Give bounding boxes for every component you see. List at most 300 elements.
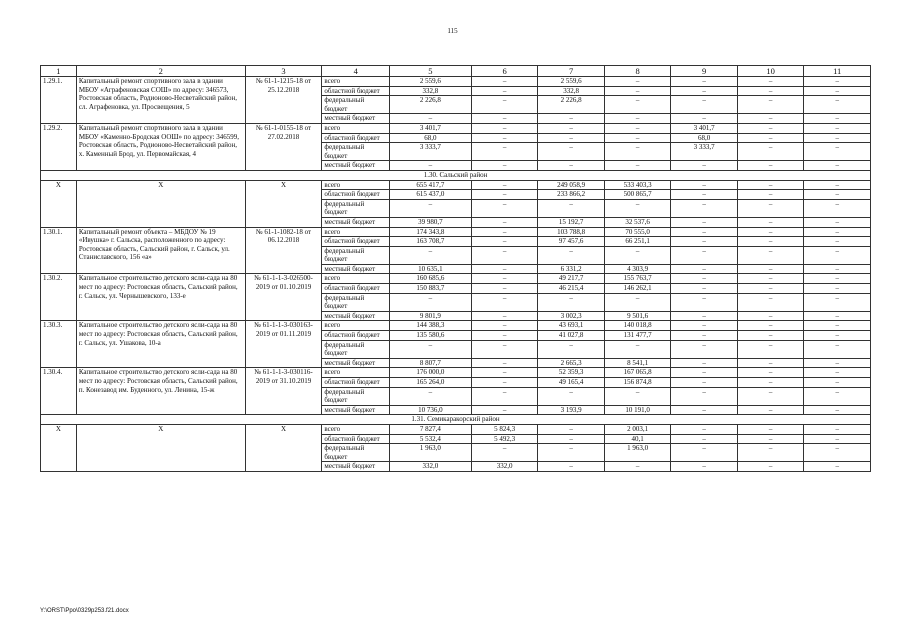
amount-cell: 32 537,6 xyxy=(604,217,671,227)
table-body xyxy=(41,66,871,472)
amount-cell: 150 883,7 xyxy=(389,284,471,294)
file-path-footer: Y:\ORST\Ppo\0329p253.f21.docx xyxy=(40,608,129,614)
amount-cell: 2 226,8 xyxy=(538,96,605,114)
budget-type: всего xyxy=(322,321,390,331)
table-row xyxy=(41,180,871,190)
amount-cell: – xyxy=(737,123,804,133)
amount-cell: – xyxy=(538,123,605,133)
amount-cell: – xyxy=(737,227,804,237)
amount-cell: – xyxy=(737,462,804,472)
amount-cell: – xyxy=(737,274,804,284)
amount-cell: 155 763,7 xyxy=(604,274,671,284)
amount-cell: – xyxy=(389,293,471,311)
amount-cell: – xyxy=(671,246,738,264)
amount-cell: – xyxy=(389,161,471,171)
item-name: Капитальное строительство детского ясли-сада на 80 мест по адресу: Ростовская область, Сальский район, п. Конезавод им. Буденного, ул. Ленина, 15-ж xyxy=(76,368,245,415)
item-number: 1.30.3. xyxy=(41,321,77,368)
item-number: Х xyxy=(41,424,77,471)
amount-cell: – xyxy=(804,123,871,133)
amount-cell: 3 401,7 xyxy=(389,123,471,133)
budget-type: всего xyxy=(322,274,390,284)
amount-cell: – xyxy=(804,77,871,87)
amount-cell: – xyxy=(737,378,804,388)
amount-cell: – xyxy=(604,143,671,161)
amount-cell: – xyxy=(804,378,871,388)
amount-cell: – xyxy=(671,217,738,227)
amount-cell: 163 708,7 xyxy=(389,237,471,247)
budget-type: федеральный бюджет xyxy=(322,246,390,264)
amount-cell: – xyxy=(804,86,871,96)
amount-cell: – xyxy=(471,96,538,114)
amount-cell: 9 801,9 xyxy=(389,311,471,321)
item-number: Х xyxy=(41,180,77,227)
table-row xyxy=(41,424,871,434)
amount-cell: 332,0 xyxy=(389,462,471,472)
header-cell: 7 xyxy=(538,66,605,77)
amount-cell: 615 437,0 xyxy=(389,190,471,200)
amount-cell: – xyxy=(604,96,671,114)
investment-table xyxy=(40,65,871,472)
amount-cell: 140 018,8 xyxy=(604,321,671,331)
header-cell: 9 xyxy=(671,66,738,77)
amount-cell: 40,1 xyxy=(604,434,671,444)
amount-cell: – xyxy=(671,77,738,87)
amount-cell: – xyxy=(471,444,538,462)
amount-cell: – xyxy=(538,199,605,217)
amount-cell: – xyxy=(671,387,738,405)
budget-type: областной бюджет xyxy=(322,190,390,200)
amount-cell: 174 343,8 xyxy=(389,227,471,237)
section-row xyxy=(41,415,871,425)
budget-type: областной бюджет xyxy=(322,284,390,294)
amount-cell: – xyxy=(671,237,738,247)
amount-cell: 8 541,1 xyxy=(604,358,671,368)
item-name: Капитальный ремонт объекта – МБДОУ № 19 «Ивушка» г. Сальска, расположенного по адресу: Ростовская область, Сальский район, г. Сальск, ул. Станиславского, 156 «а» xyxy=(76,227,245,274)
amount-cell: – xyxy=(471,311,538,321)
amount-cell: – xyxy=(671,340,738,358)
amount-cell: – xyxy=(737,358,804,368)
amount-cell: 3 401,7 xyxy=(671,123,738,133)
amount-cell: – xyxy=(737,264,804,274)
amount-cell: – xyxy=(804,293,871,311)
header-row xyxy=(41,66,871,77)
amount-cell: 7 827,4 xyxy=(389,424,471,434)
amount-cell: – xyxy=(804,284,871,294)
amount-cell: – xyxy=(671,405,738,415)
budget-type: всего xyxy=(322,77,390,87)
amount-cell: – xyxy=(538,462,605,472)
amount-cell: – xyxy=(671,311,738,321)
header-cell: 11 xyxy=(804,66,871,77)
amount-cell: – xyxy=(804,264,871,274)
budget-type: всего xyxy=(322,424,390,434)
amount-cell: 97 457,6 xyxy=(538,237,605,247)
amount-cell: 10 191,0 xyxy=(604,405,671,415)
header-cell: 6 xyxy=(471,66,538,77)
amount-cell: – xyxy=(389,340,471,358)
amount-cell: 49 165,4 xyxy=(538,378,605,388)
amount-cell: – xyxy=(538,114,605,124)
amount-cell: – xyxy=(671,227,738,237)
header-cell: 2 xyxy=(76,66,245,77)
budget-type: всего xyxy=(322,123,390,133)
amount-cell: – xyxy=(471,321,538,331)
amount-cell: 6 331,2 xyxy=(538,264,605,274)
amount-cell: – xyxy=(804,340,871,358)
item-document: № 61-1-1-3-030163-2019 от 01.11.2019 xyxy=(245,321,322,368)
amount-cell: – xyxy=(737,199,804,217)
amount-cell: – xyxy=(604,462,671,472)
amount-cell: – xyxy=(471,387,538,405)
amount-cell: – xyxy=(471,378,538,388)
amount-cell: 165 264,0 xyxy=(389,378,471,388)
amount-cell: – xyxy=(804,358,871,368)
amount-cell: – xyxy=(804,237,871,247)
amount-cell: – xyxy=(804,321,871,331)
amount-cell: – xyxy=(671,114,738,124)
amount-cell: 5 824,3 xyxy=(471,424,538,434)
amount-cell: – xyxy=(737,180,804,190)
amount-cell: – xyxy=(737,444,804,462)
section-title: 1.31. Семикаракорский район xyxy=(41,415,871,425)
amount-cell: – xyxy=(737,293,804,311)
amount-cell: 3 002,3 xyxy=(538,311,605,321)
amount-cell: – xyxy=(737,143,804,161)
amount-cell: – xyxy=(538,143,605,161)
amount-cell: – xyxy=(471,237,538,247)
amount-cell: 68,0 xyxy=(671,133,738,143)
amount-cell: – xyxy=(804,387,871,405)
amount-cell: 332,0 xyxy=(471,462,538,472)
investment-table-container xyxy=(40,65,871,472)
header-cell: 8 xyxy=(604,66,671,77)
amount-cell: – xyxy=(737,321,804,331)
amount-cell: – xyxy=(471,293,538,311)
amount-cell: – xyxy=(604,86,671,96)
amount-cell: – xyxy=(804,311,871,321)
budget-type: федеральный бюджет xyxy=(322,444,390,462)
amount-cell: 70 555,0 xyxy=(604,227,671,237)
amount-cell: 10 736,0 xyxy=(389,405,471,415)
amount-cell: – xyxy=(389,114,471,124)
amount-cell: 41 027,8 xyxy=(538,331,605,341)
amount-cell: 131 477,7 xyxy=(604,331,671,341)
amount-cell: – xyxy=(804,133,871,143)
amount-cell: – xyxy=(804,405,871,415)
table-row xyxy=(41,123,871,133)
amount-cell: – xyxy=(538,293,605,311)
amount-cell: – xyxy=(671,264,738,274)
amount-cell: – xyxy=(671,284,738,294)
amount-cell: – xyxy=(737,237,804,247)
item-number: 1.29.2. xyxy=(41,123,77,170)
amount-cell: – xyxy=(471,123,538,133)
budget-type: федеральный бюджет xyxy=(322,199,390,217)
amount-cell: 39 980,7 xyxy=(389,217,471,227)
amount-cell: – xyxy=(671,378,738,388)
amount-cell: – xyxy=(471,180,538,190)
amount-cell: – xyxy=(737,77,804,87)
amount-cell: – xyxy=(538,444,605,462)
amount-cell: – xyxy=(471,274,538,284)
amount-cell: 2 559,6 xyxy=(538,77,605,87)
amount-cell: – xyxy=(804,227,871,237)
amount-cell: 160 685,6 xyxy=(389,274,471,284)
amount-cell: – xyxy=(804,424,871,434)
amount-cell: – xyxy=(389,387,471,405)
item-document: Х xyxy=(245,424,322,471)
amount-cell: 52 359,3 xyxy=(538,368,605,378)
amount-cell: – xyxy=(737,311,804,321)
amount-cell: – xyxy=(471,143,538,161)
item-number: 1.30.2. xyxy=(41,274,77,321)
amount-cell: – xyxy=(804,434,871,444)
amount-cell: – xyxy=(804,331,871,341)
amount-cell: – xyxy=(671,462,738,472)
amount-cell: – xyxy=(471,77,538,87)
amount-cell: – xyxy=(604,387,671,405)
item-number: 1.30.4. xyxy=(41,368,77,415)
budget-type: местный бюджет xyxy=(322,462,390,472)
amount-cell: – xyxy=(804,274,871,284)
budget-type: местный бюджет xyxy=(322,358,390,368)
amount-cell: – xyxy=(538,161,605,171)
budget-type: федеральный бюджет xyxy=(322,340,390,358)
amount-cell: – xyxy=(471,246,538,264)
item-name: Капитальный ремонт спортивного зала в здании МБОУ «Аграфеновская СОШ» по адресу: 346573, Ростовская область, Родионово-Несветайский район, сл. Аграфеновка, ул. Просвещения, 5 xyxy=(76,77,245,124)
amount-cell: – xyxy=(737,405,804,415)
amount-cell: – xyxy=(538,424,605,434)
table-row xyxy=(41,77,871,87)
amount-cell: 176 000,0 xyxy=(389,368,471,378)
amount-cell: – xyxy=(737,387,804,405)
amount-cell: 2 559,6 xyxy=(389,77,471,87)
amount-cell: – xyxy=(471,284,538,294)
amount-cell: – xyxy=(737,190,804,200)
page-number: 115 xyxy=(447,27,458,35)
amount-cell: – xyxy=(538,434,605,444)
amount-cell: – xyxy=(671,368,738,378)
table-row xyxy=(41,368,871,378)
table-row xyxy=(41,321,871,331)
item-name: Х xyxy=(76,424,245,471)
amount-cell: – xyxy=(804,143,871,161)
amount-cell: – xyxy=(671,199,738,217)
amount-cell: – xyxy=(671,161,738,171)
budget-type: местный бюджет xyxy=(322,161,390,171)
amount-cell: 167 065,8 xyxy=(604,368,671,378)
budget-type: федеральный бюджет xyxy=(322,143,390,161)
amount-cell: – xyxy=(671,180,738,190)
budget-type: федеральный бюджет xyxy=(322,96,390,114)
amount-cell: – xyxy=(604,293,671,311)
amount-cell: – xyxy=(604,161,671,171)
header-cell: 5 xyxy=(389,66,471,77)
budget-type: местный бюджет xyxy=(322,114,390,124)
amount-cell: – xyxy=(604,77,671,87)
amount-cell: – xyxy=(804,161,871,171)
amount-cell: 2 226,8 xyxy=(389,96,471,114)
amount-cell: 5 492,3 xyxy=(471,434,538,444)
section-title: 1.30. Сальский район xyxy=(41,170,871,180)
amount-cell: – xyxy=(671,424,738,434)
amount-cell: – xyxy=(737,133,804,143)
amount-cell: – xyxy=(471,405,538,415)
amount-cell: – xyxy=(671,358,738,368)
amount-cell: – xyxy=(671,190,738,200)
amount-cell: 332,8 xyxy=(389,86,471,96)
budget-type: всего xyxy=(322,180,390,190)
header-cell: 3 xyxy=(245,66,322,77)
item-name: Х xyxy=(76,180,245,227)
amount-cell: 332,8 xyxy=(538,86,605,96)
amount-cell: – xyxy=(804,96,871,114)
amount-cell: – xyxy=(471,331,538,341)
amount-cell: 8 807,7 xyxy=(389,358,471,368)
budget-type: местный бюджет xyxy=(322,311,390,321)
budget-type: областной бюджет xyxy=(322,237,390,247)
amount-cell: 68,0 xyxy=(389,133,471,143)
amount-cell: 15 192,7 xyxy=(538,217,605,227)
amount-cell: 156 874,8 xyxy=(604,378,671,388)
amount-cell: – xyxy=(737,96,804,114)
budget-type: местный бюджет xyxy=(322,264,390,274)
amount-cell: 1 963,0 xyxy=(604,444,671,462)
amount-cell: – xyxy=(737,114,804,124)
amount-cell: – xyxy=(737,368,804,378)
amount-cell: – xyxy=(804,190,871,200)
amount-cell: 144 388,3 xyxy=(389,321,471,331)
amount-cell: – xyxy=(671,293,738,311)
amount-cell: 9 501,6 xyxy=(604,311,671,321)
amount-cell: – xyxy=(671,96,738,114)
budget-type: всего xyxy=(322,227,390,237)
amount-cell: – xyxy=(538,133,605,143)
header-cell: 1 xyxy=(41,66,77,77)
header-cell: 4 xyxy=(322,66,390,77)
amount-cell: – xyxy=(471,114,538,124)
amount-cell: 4 303,9 xyxy=(604,264,671,274)
amount-cell: 2 665,3 xyxy=(538,358,605,368)
amount-cell: 533 403,3 xyxy=(604,180,671,190)
amount-cell: 10 635,1 xyxy=(389,264,471,274)
item-name: Капитальное строительство детского ясли-сада на 80 мест по адресу: Ростовская область, Сальский район, г. Сальск, ул. Чернышевского, 133-е xyxy=(76,274,245,321)
amount-cell: 66 251,1 xyxy=(604,237,671,247)
amount-cell: – xyxy=(737,284,804,294)
amount-cell: – xyxy=(471,199,538,217)
budget-type: областной бюджет xyxy=(322,86,390,96)
item-document: Х xyxy=(245,180,322,227)
budget-type: всего xyxy=(322,368,390,378)
amount-cell: – xyxy=(804,444,871,462)
budget-type: областной бюджет xyxy=(322,133,390,143)
amount-cell: – xyxy=(737,217,804,227)
amount-cell: – xyxy=(604,340,671,358)
amount-cell: 3 193,9 xyxy=(538,405,605,415)
amount-cell: – xyxy=(538,340,605,358)
item-document: № 61-1-1215-18 от 25.12.2018 xyxy=(245,77,322,124)
amount-cell: – xyxy=(671,274,738,284)
amount-cell: 1 963,0 xyxy=(389,444,471,462)
header-cell: 10 xyxy=(737,66,804,77)
amount-cell: 655 417,7 xyxy=(389,180,471,190)
table-row xyxy=(41,274,871,284)
amount-cell: – xyxy=(604,246,671,264)
amount-cell: 46 215,4 xyxy=(538,284,605,294)
amount-cell: – xyxy=(471,368,538,378)
amount-cell: – xyxy=(671,434,738,444)
amount-cell: – xyxy=(804,114,871,124)
amount-cell: – xyxy=(471,190,538,200)
amount-cell: – xyxy=(737,246,804,264)
amount-cell: – xyxy=(737,340,804,358)
amount-cell: – xyxy=(671,86,738,96)
budget-type: областной бюджет xyxy=(322,331,390,341)
amount-cell: – xyxy=(737,434,804,444)
amount-cell: – xyxy=(471,86,538,96)
amount-cell: – xyxy=(737,331,804,341)
amount-cell: – xyxy=(804,217,871,227)
item-number: 1.29.1. xyxy=(41,77,77,124)
item-document: № 61-1-0155-18 от 27.02.2018 xyxy=(245,123,322,170)
amount-cell: – xyxy=(804,462,871,472)
amount-cell: 103 788,8 xyxy=(538,227,605,237)
amount-cell: – xyxy=(604,123,671,133)
amount-cell: – xyxy=(804,199,871,217)
amount-cell: 2 003,1 xyxy=(604,424,671,434)
section-row xyxy=(41,170,871,180)
amount-cell: – xyxy=(737,424,804,434)
amount-cell: 146 262,1 xyxy=(604,284,671,294)
amount-cell: – xyxy=(538,387,605,405)
amount-cell: – xyxy=(671,331,738,341)
amount-cell: 233 866,2 xyxy=(538,190,605,200)
amount-cell: – xyxy=(471,217,538,227)
budget-type: областной бюджет xyxy=(322,434,390,444)
amount-cell: 500 865,7 xyxy=(604,190,671,200)
budget-type: областной бюджет xyxy=(322,378,390,388)
amount-cell: – xyxy=(471,133,538,143)
amount-cell: – xyxy=(604,133,671,143)
amount-cell: – xyxy=(471,227,538,237)
amount-cell: 135 580,6 xyxy=(389,331,471,341)
amount-cell: 43 693,1 xyxy=(538,321,605,331)
item-name: Капитальный ремонт спортивного зала в здании МБОУ «Каменно-Бродская ООШ» по адресу: 346599, Ростовская область, Родионово-Несветайский район, х. Каменный Брод, ул. Первомайская, 4 xyxy=(76,123,245,170)
amount-cell: – xyxy=(538,246,605,264)
amount-cell: – xyxy=(471,161,538,171)
item-document: № 61-1-1082-18 от 06.12.2018 xyxy=(245,227,322,274)
amount-cell: – xyxy=(604,114,671,124)
budget-type: федеральный бюджет xyxy=(322,387,390,405)
amount-cell: 249 058,9 xyxy=(538,180,605,190)
item-document: № 61-1-1-3-030116-2019 от 31.10.2019 xyxy=(245,368,322,415)
amount-cell: – xyxy=(804,246,871,264)
amount-cell: – xyxy=(737,86,804,96)
amount-cell: – xyxy=(804,180,871,190)
item-name: Капитальное строительство детского ясли-сада на 80 мест по адресу: Ростовская область, Сальский район, г. Сальск, ул. Ушакова, 10-а xyxy=(76,321,245,368)
amount-cell: 5 532,4 xyxy=(389,434,471,444)
amount-cell: – xyxy=(389,199,471,217)
amount-cell: – xyxy=(471,340,538,358)
amount-cell: 49 217,7 xyxy=(538,274,605,284)
amount-cell: – xyxy=(389,246,471,264)
amount-cell: – xyxy=(804,368,871,378)
amount-cell: – xyxy=(471,264,538,274)
amount-cell: – xyxy=(671,444,738,462)
amount-cell: – xyxy=(737,161,804,171)
amount-cell: – xyxy=(471,358,538,368)
amount-cell: – xyxy=(604,199,671,217)
